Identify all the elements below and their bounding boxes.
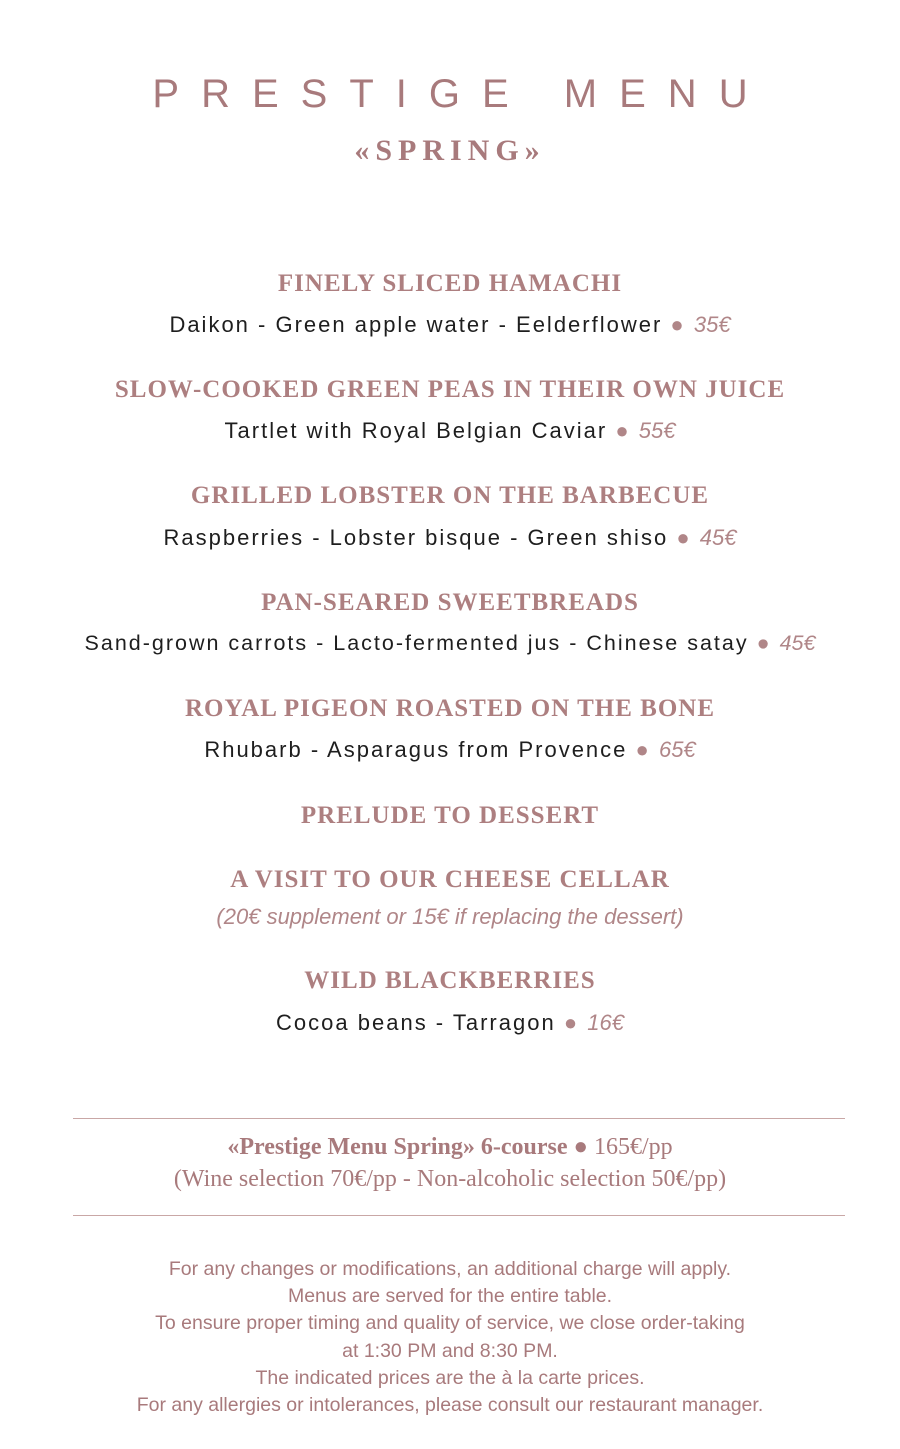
dish-name: ROYAL PIGEON ROASTED ON THE BONE: [184, 695, 716, 722]
dish-name: SLOW-COOKED GREEN PEAS IN THEIR OWN JUICE: [114, 376, 786, 403]
dish-description: Raspberries - Lobster bisque - Green shiso: [163, 525, 669, 550]
dish-description-line: [0, 737, 900, 763]
footer-line: To ensure proper timing and quality of service, we close order-taking: [155, 1312, 745, 1335]
menu-title: PRESTIGE MENU: [152, 72, 770, 116]
footer-line: For any changes or modifications, an additional charge will apply.: [168, 1258, 732, 1280]
offer-price: 165€/pp: [594, 1134, 673, 1160]
dish-description-line: [0, 418, 900, 444]
menu-subtitle: «SPRING»: [354, 134, 546, 167]
dish-price: 55€: [638, 418, 676, 443]
bullet-separator-icon: ●: [615, 418, 631, 443]
bullet-separator-icon: ●: [563, 1010, 580, 1035]
footer-line: at 1:30 PM and 8:30 PM.: [342, 1339, 558, 1362]
dish-description-line: [0, 1010, 900, 1036]
dish-price: 65€: [658, 737, 696, 762]
dish-description: Rhubarb - Asparagus from Provence: [204, 737, 628, 762]
dish-description: Cocoa beans - Tarragon: [276, 1010, 556, 1035]
divider-bottom: [73, 1215, 845, 1216]
dish-description: Daikon - Green apple water - Eelderflower: [169, 312, 663, 337]
dish-description-line: [0, 525, 900, 551]
divider-top: [73, 1118, 845, 1119]
bullet-separator-icon: ●: [635, 737, 651, 762]
footer-line: The indicated prices are the à la carte prices.: [255, 1366, 645, 1389]
dish-name: PAN-SEARED SWEETBREADS: [261, 589, 639, 616]
dish-price: 35€: [693, 312, 731, 337]
footer-line: Menus are served for the entire table.: [287, 1285, 613, 1308]
dish-price: 16€: [587, 1010, 624, 1035]
bullet-separator-icon: ●: [676, 525, 692, 550]
footer-line: For any allergies or intolerances, please consult our restaurant manager.: [136, 1394, 764, 1417]
offer-pairings: (Wine selection 70€/pp - Non-alcoholic selection 50€/pp): [173, 1166, 727, 1192]
bullet-separator-icon: ●: [573, 1134, 588, 1160]
dish-name: GRILLED LOBSTER ON THE BARBECUE: [190, 482, 710, 509]
bullet-separator-icon: ●: [756, 631, 772, 655]
dish-name: PRELUDE TO DESSERT: [300, 802, 600, 829]
dish-name: FINELY SLICED HAMACHI: [277, 270, 623, 297]
dish-name: WILD BLACKBERRIES: [304, 967, 596, 994]
bullet-separator-icon: ●: [670, 312, 686, 337]
footer-notes: [0, 1256, 900, 1419]
dish-price: 45€: [699, 525, 737, 550]
dish-price: 45€: [779, 631, 816, 655]
dish-name: A VISIT TO OUR CHEESE CELLAR: [230, 866, 670, 893]
dish-description: Sand-grown carrots - Lacto-fermented jus - Chinese satay: [84, 631, 749, 655]
offer-line: [0, 1134, 900, 1161]
offer-name: «Prestige Menu Spring» 6-course: [227, 1134, 568, 1160]
dish-note: (20€ supplement or 15€ if replacing the dessert): [216, 904, 684, 929]
dish-description-line: [0, 631, 900, 656]
dish-description-line: [0, 312, 900, 338]
dish-description: Tartlet with Royal Belgian Caviar: [224, 418, 608, 443]
